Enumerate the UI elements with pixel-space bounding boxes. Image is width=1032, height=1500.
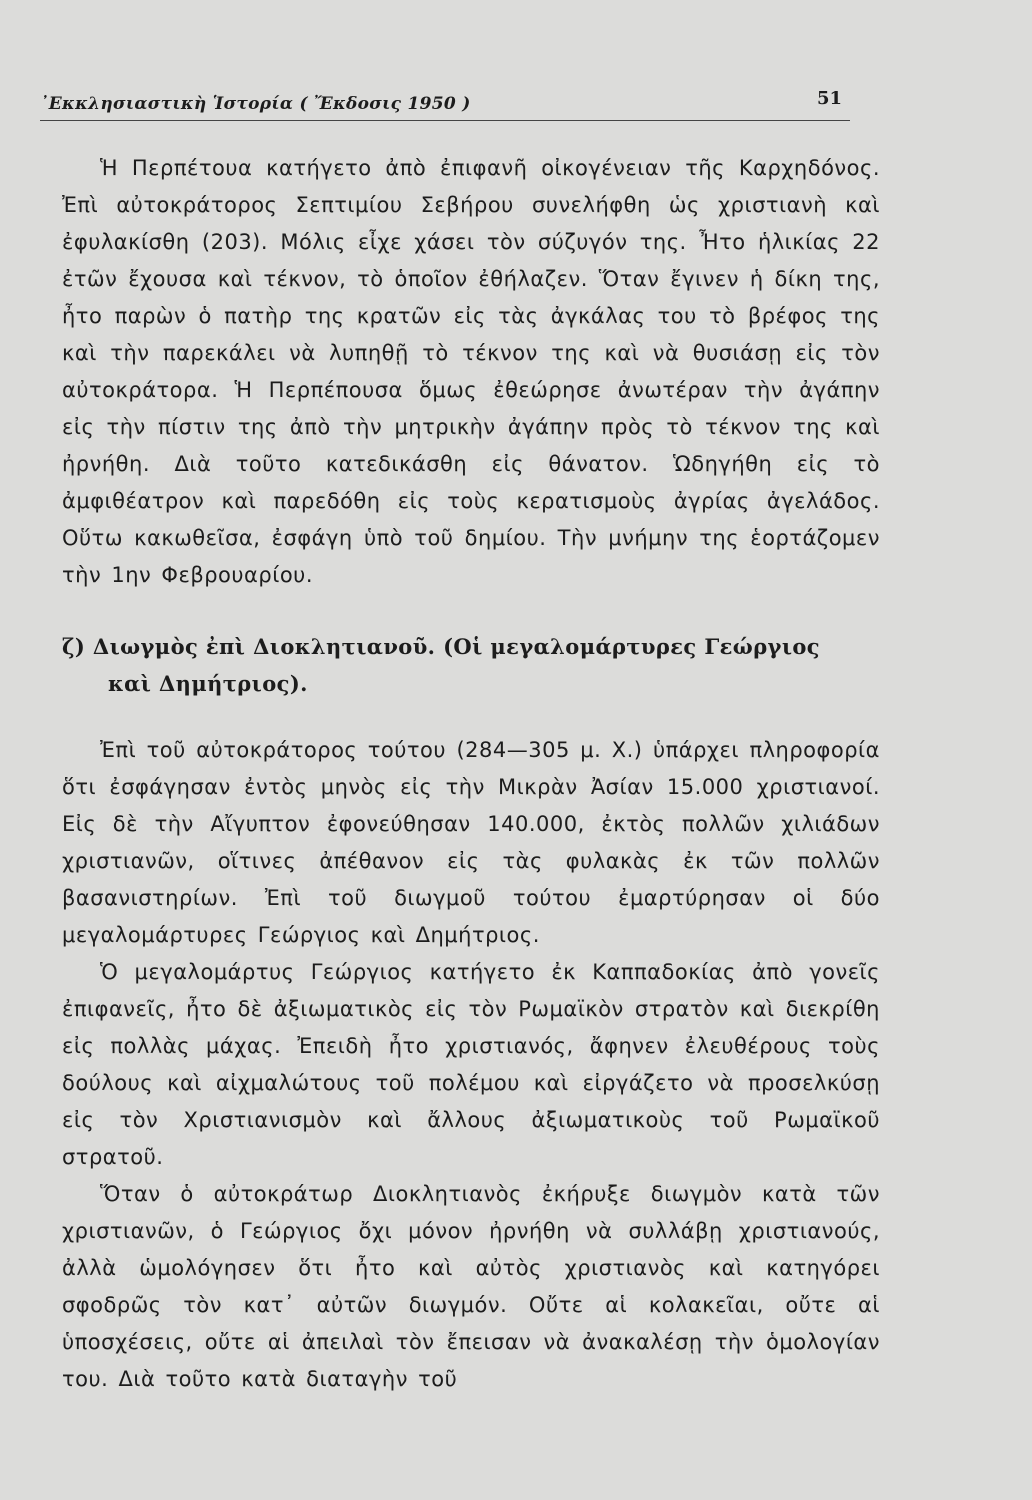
paragraph-georgios: Ὁ μεγαλομάρτυς Γεώργιος κατήγετο ἐκ Καππαδοκίας ἀπὸ γονεῖς ἐπιφανεῖς, ἦτο δὲ ἀξιωματικὸς εἰς τὸν Ρωμαϊκὸν στρατὸν καὶ διεκρίθη εἰς πολλὰς μάχας. Ἐπειδὴ ἦτο χριστιανός, ἄφηνεν ἐλευθέρους τοὺς δούλους καὶ αἰχμαλώτους τοῦ πολέμου καὶ εἰργάζετο νὰ προσελκύσῃ εἰς τὸν Χριστιανισμὸν καὶ ἄλλους ἀξιωματικοὺς τοῦ Ρωμαϊκοῦ στρατοῦ. (62, 960, 880, 1169)
section-heading (62, 628, 880, 702)
paragraph-persecution: Ἐπὶ τοῦ αὐτοκράτορος τούτου (284—305 μ. Χ.) ὑπάρχει πληροφορία ὅτι ἐσφάγησαν ἐντὸς μηνὸς εἰς τὴν Μικρὰν Ἀσίαν 15.000 χριστιανοί. Εἰς δὲ τὴν Αἴγυπτον ἐφονεύθησαν 140.000, ἐκτὸς πολλῶν χιλιάδων χριστιανῶν, οἵτινες ἀπέθανον εἰς τὰς φυλακὰς ἐκ τῶν πολλῶν βασανιστηρίων. Ἐπὶ τοῦ διωγμοῦ τούτου ἐμαρτύρησαν οἱ δύο μεγαλομάρτυρες Γεώργιος καὶ Δημήτριος. (62, 738, 880, 947)
paragraph-perpetua: Ἡ Περπέτουα κατήγετο ἀπὸ ἐπιφανῆ οἰκογένειαν τῆς Καρχηδόνος. Ἐπὶ αὐτοκράτορος Σεπτιμίου Σεβήρου συνελήφθη ὡς χριστιανὴ καὶ ἐφυλακίσθη (203). Μόλις εἶχε χάσει τὸν σύζυγόν της. Ἦτο ἡλικίας 22 ἐτῶν ἔχουσα καὶ τέκνον, τὸ ὁποῖον ἐθήλαζεν. Ὅταν ἔγινεν ἡ δίκη της, ἦτο παρὼν ὁ πατὴρ της κρατῶν εἰς τὰς ἀγκάλας του τὸ βρέφος της καὶ τὴν παρεκάλει νὰ λυπηθῇ τὸ τέκνον της καὶ νὰ θυσιάσῃ εἰς τὸν αὐτοκράτορα. Ἡ Περπέπουσα ὅμως ἐθεώρησε ἀνωτέραν τὴν ἀγάπην εἰς τὴν πίστιν της ἀπὸ τὴν μητρικὴν ἀγάπην πρὸς τὸ τέκνον της καὶ ἠρνήθη. Διὰ τοῦτο κατεδικάσθη εἰς θάνατον. Ὡδηγήθη εἰς τὸ ἀμφιθέατρον καὶ παρεδόθη εἰς τοὺς κερατισμοὺς ἀγρίας ἀγελάδος. Οὕτω κακωθεῖσα, ἐσφάγη ὑπὸ τοῦ δημίου. Τὴν μνήμην της ἑορτάζομεν τὴν 1ην Φεβρουαρίου. (62, 156, 880, 587)
paragraph-diocletian: Ὅταν ὁ αὐτοκράτωρ Διοκλητιανὸς ἐκήρυξε διωγμὸν κατὰ τῶν χριστιανῶν, ὁ Γεώργιος ὄχι μόνον ἠρνήθη νὰ συλλάβῃ χριστιανούς, ἀλλὰ ὡμολόγησεν ὅτι ἦτο καὶ αὐτὸς χριστιανὸς καὶ κατηγόρει σφοδρῶς τὸν κατ᾽ αὐτῶν διωγμόν. Οὔτε αἱ κολακεῖαι, οὔτε αἱ ὑποσχέσεις, οὔτε αἱ ἀπειλαὶ τὸν ἔπεισαν νὰ ἀνακαλέσῃ τὴν ὁμολογίαν του. Διὰ τοῦτο κατὰ διαταγὴν τοῦ (62, 1182, 880, 1391)
running-title: ᾽Εκκλησιαστικὴ Ἱστορία ( Ἔκδοσις 1950 ) (40, 94, 471, 114)
page-header (40, 88, 850, 122)
header-rule (40, 120, 850, 121)
section-heading-line-1: ζ) Διωγμὸς ἐπὶ Διοκλητιανοῦ. (Οἱ μεγαλομάρτυρες Γεώργιος (62, 634, 820, 659)
section-heading-line-2: καὶ Δημήτριος). (108, 671, 308, 696)
page-body (62, 150, 880, 1398)
page-number: 51 (816, 88, 842, 109)
